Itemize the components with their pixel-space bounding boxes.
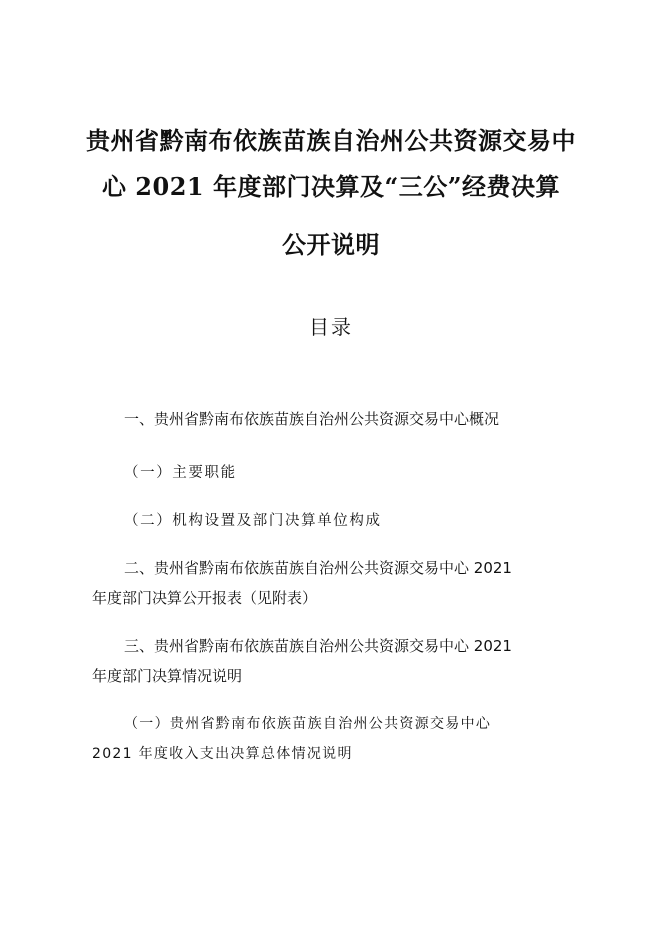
toc-item-1-1[interactable] bbox=[92, 458, 582, 488]
toc-item-2[interactable] bbox=[92, 553, 582, 613]
toc-item-3-line1: 三、贵州省黔南布依族苗族自治州公共资源交易中心 2021 bbox=[124, 637, 512, 655]
toc-item-3-1-line2: 2021 年度收入支出决算总体情况说明 bbox=[92, 746, 353, 762]
toc-item-2-line2: 年度部门决算公开报表（见附表） bbox=[92, 589, 318, 607]
document-title bbox=[60, 118, 602, 268]
title-line-2: 心 2021 年度部门决算及“三公”经费决算 bbox=[101, 172, 561, 201]
toc-item-3-1-line1: （一）贵州省黔南布依族苗族自治州公共资源交易中心 bbox=[124, 716, 492, 732]
toc-item-3-line2: 年度部门决算情况说明 bbox=[92, 667, 243, 685]
toc-heading: 目录 bbox=[309, 315, 353, 339]
toc-item-3-1[interactable] bbox=[92, 709, 582, 769]
title-line-3: 公开说明 bbox=[282, 230, 380, 259]
toc-item-1[interactable] bbox=[92, 404, 582, 434]
title-line-1: 贵州省黔南布依族苗族自治州公共资源交易中 bbox=[86, 126, 576, 155]
toc-item-1-text: 一、贵州省黔南布依族苗族自治州公共资源交易中心概况 bbox=[124, 410, 500, 428]
toc-item-1-1-text: （一）主要职能 bbox=[124, 465, 237, 481]
toc-item-3[interactable] bbox=[92, 631, 582, 691]
toc-item-1-2-text: （二）机构设置及部门决算单位构成 bbox=[124, 513, 382, 529]
toc-item-2-line1: 二、贵州省黔南布依族苗族自治州公共资源交易中心 2021 bbox=[124, 559, 512, 577]
toc-item-1-2[interactable] bbox=[92, 506, 582, 536]
